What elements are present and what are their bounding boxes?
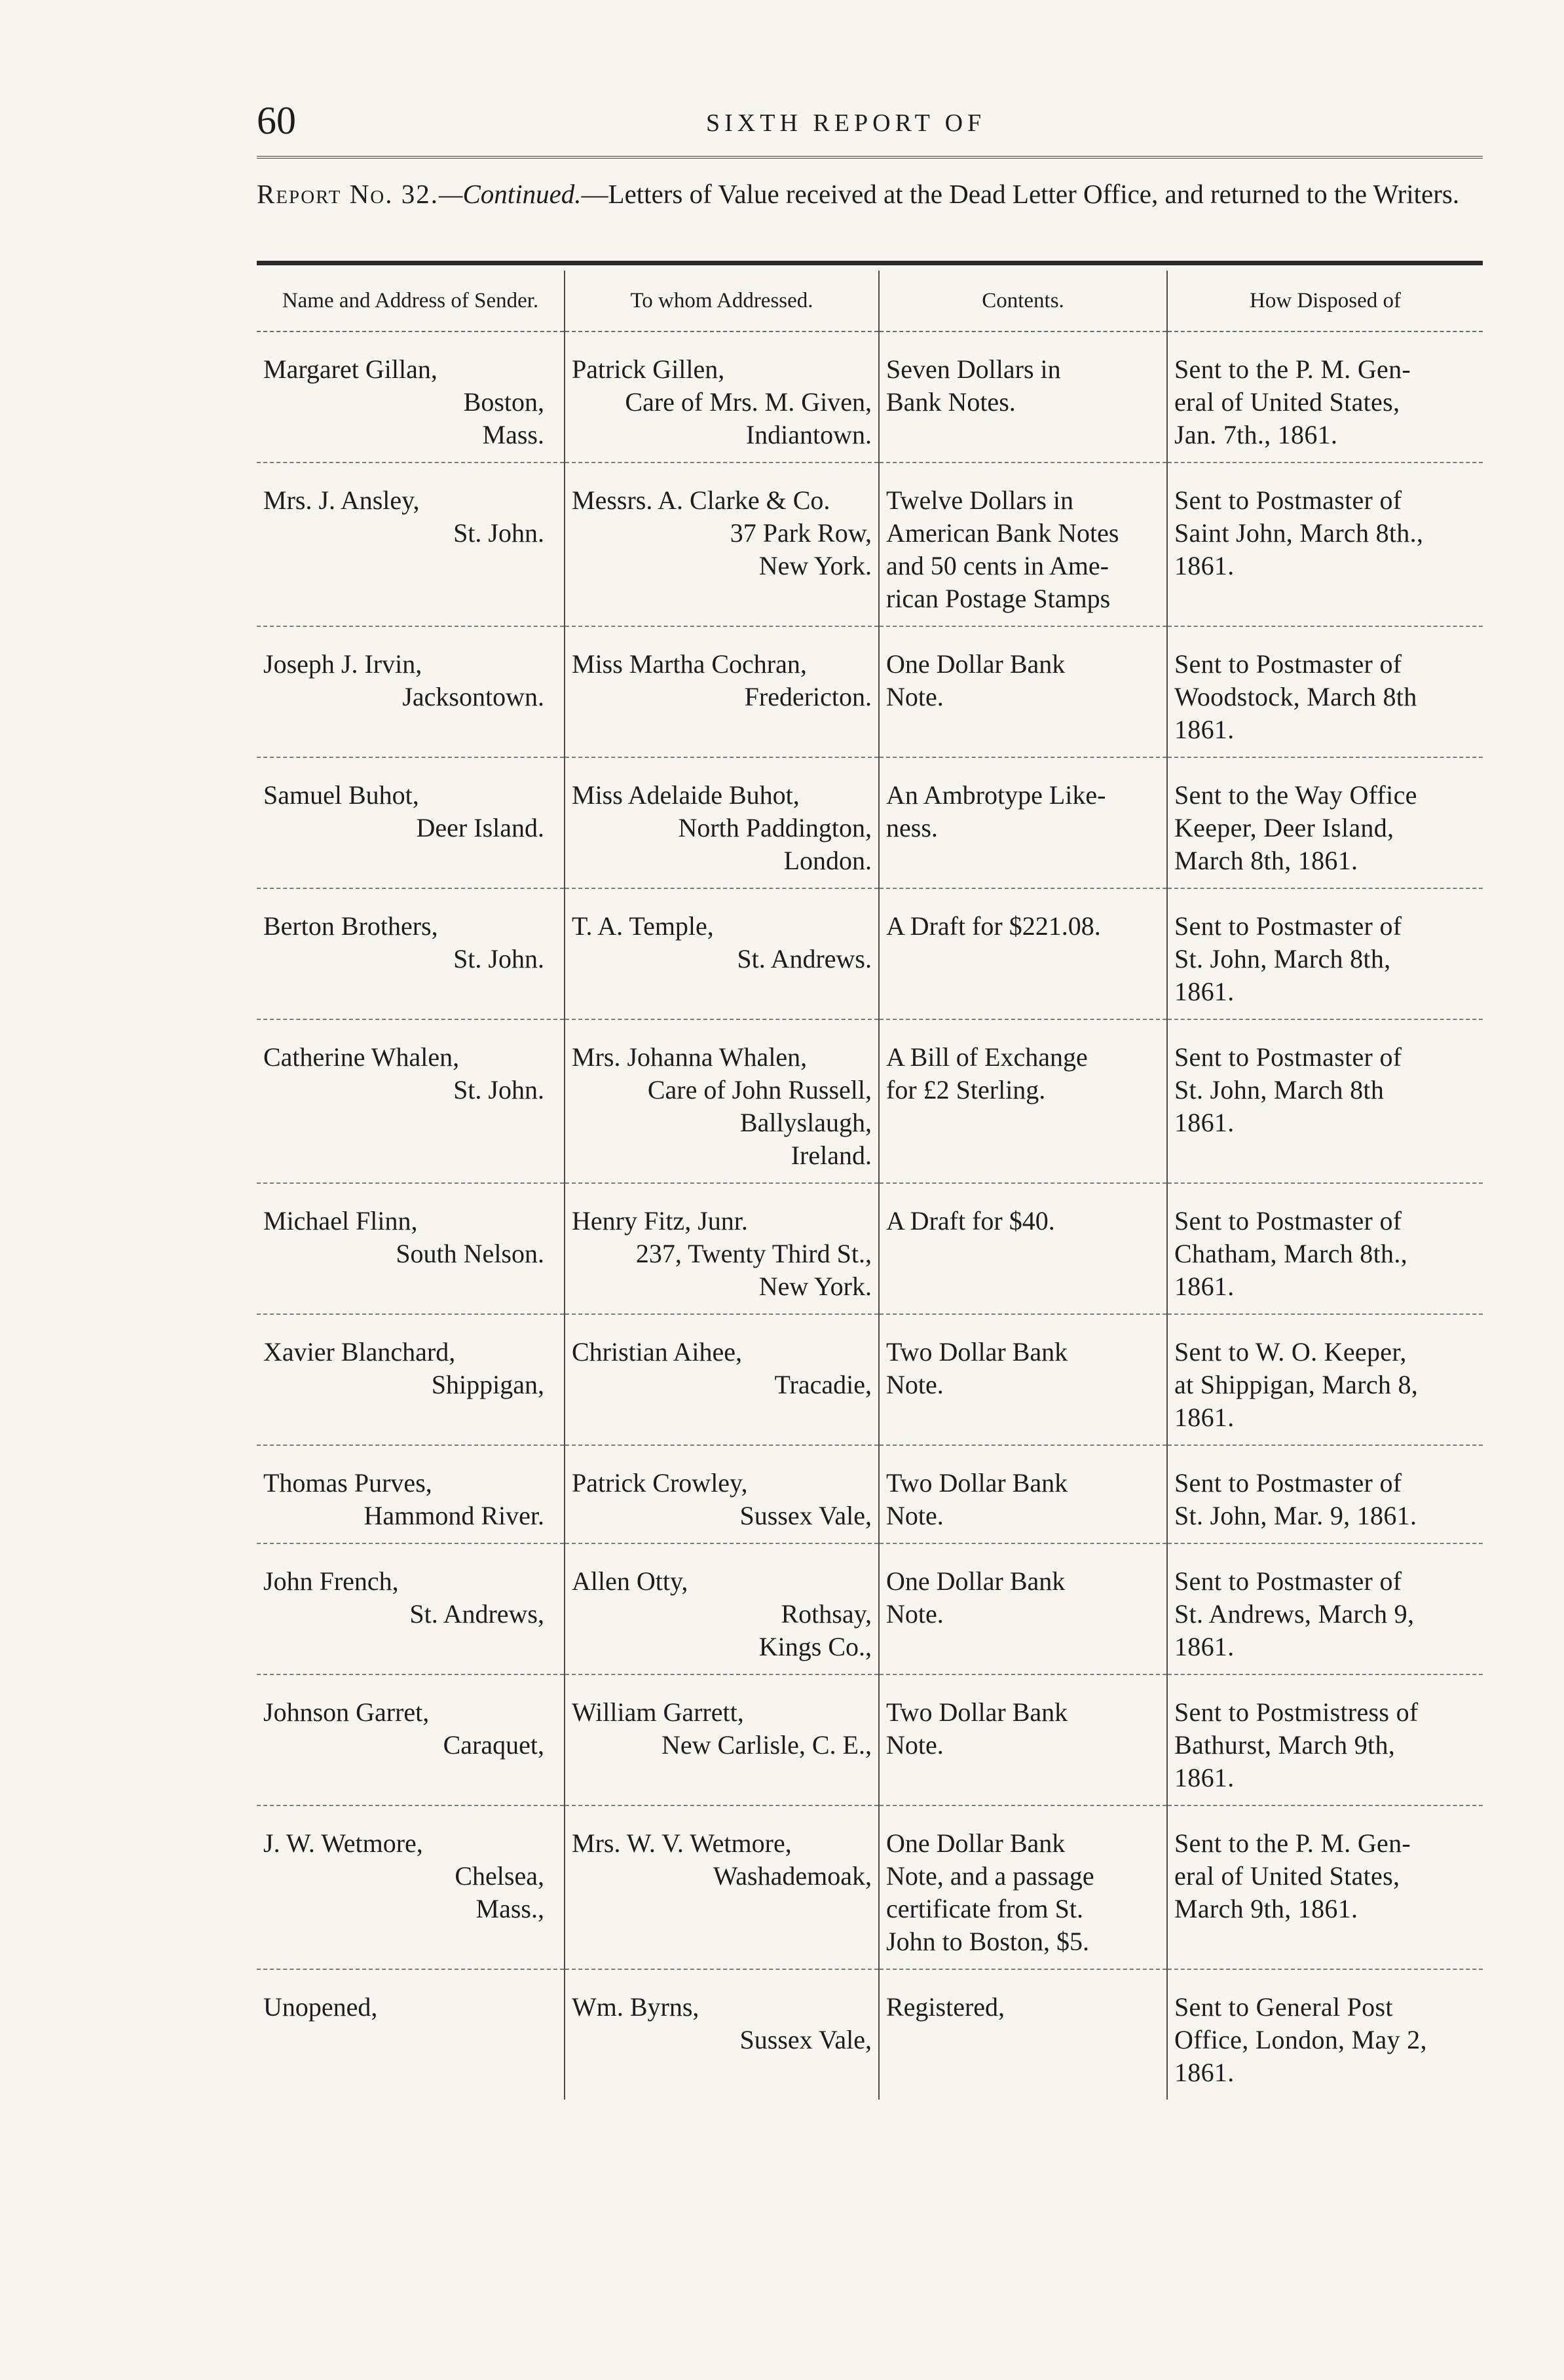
contents-line: John to Boston, $5. [886, 1927, 1090, 1956]
addressed-line: Miss Adelaide Buhot, [572, 780, 800, 810]
sender-cell [257, 463, 565, 626]
addressed-line: Patrick Crowley, [572, 1468, 748, 1498]
sender-line: Hammond River. [363, 1501, 544, 1530]
addressed-cell [565, 1674, 879, 1805]
disposed-cell [1167, 1019, 1483, 1183]
disposed-line: Sent to Postmaster of [1174, 1566, 1402, 1596]
contents-cell [879, 1183, 1167, 1314]
addressed-line: Messrs. A. Clarke & Co. [572, 485, 830, 515]
sender-cell [257, 1445, 565, 1543]
contents-line: Note. [886, 1730, 944, 1760]
addressed-line: Ireland. [791, 1141, 872, 1170]
sender-cell [257, 1674, 565, 1805]
table-row [257, 757, 1483, 888]
sender-cell [257, 1019, 565, 1183]
disposed-line: Sent to the Way Office [1174, 780, 1417, 810]
contents-line: for £2 Sterling. [886, 1075, 1046, 1105]
disposed-line: Chatham, March 8th., [1174, 1239, 1407, 1268]
disposed-line: Sent to Postmaster of [1174, 911, 1402, 941]
addressed-line: Wm. Byrns, [572, 1992, 699, 2022]
disposed-line: Keeper, Deer Island, [1174, 813, 1394, 842]
addressed-line: Ballyslaugh, [739, 1108, 872, 1137]
addressed-line: Fredericton. [744, 682, 872, 711]
addressed-line: Christian Aihee, [572, 1337, 742, 1367]
contents-line: ness. [886, 813, 938, 842]
contents-line: One Dollar Bank [886, 1828, 1066, 1858]
addressed-line: New York. [758, 551, 872, 580]
contents-line: Note. [886, 1599, 944, 1629]
addressed-line: Mrs. W. V. Wetmore, [572, 1828, 792, 1858]
addressed-line: Mrs. Johanna Whalen, [572, 1042, 808, 1072]
disposed-cell [1167, 1314, 1483, 1445]
header-addressed: To whom Addressed. [565, 271, 879, 331]
disposed-line: March 9th, 1861. [1174, 1894, 1358, 1923]
table-row [257, 1314, 1483, 1445]
addressed-line: London. [783, 846, 872, 875]
contents-line: Note. [886, 1370, 944, 1399]
contents-line: Registered, [886, 1992, 1005, 2022]
disposed-line: eral of United States, [1174, 387, 1400, 417]
disposed-line: Office, London, May 2, [1174, 2025, 1427, 2054]
sender-cell [257, 626, 565, 757]
sender-line: John French, [263, 1566, 399, 1596]
disposed-cell [1167, 888, 1483, 1019]
disposed-cell [1167, 331, 1483, 463]
contents-line: Two Dollar Bank [886, 1337, 1068, 1367]
header-row [257, 271, 1483, 331]
addressed-line: Care of Mrs. M. Given, [625, 387, 872, 417]
contents-line: rican Postage Stamps [886, 584, 1111, 613]
addressed-cell [565, 757, 879, 888]
sender-cell [257, 757, 565, 888]
sender-line: Samuel Buhot, [263, 780, 419, 810]
sender-cell [257, 331, 565, 463]
disposed-cell [1167, 1674, 1483, 1805]
disposed-cell [1167, 1805, 1483, 1969]
disposed-line: at Shippigan, March 8, [1174, 1370, 1419, 1399]
table-row [257, 1445, 1483, 1543]
sender-line: J. W. Wetmore, [263, 1828, 423, 1858]
disposed-line: 1861. [1174, 1108, 1235, 1137]
continued-label: —Continued. [439, 179, 582, 209]
disposed-line: Sent to Postmaster of [1174, 1042, 1402, 1072]
table-row [257, 1543, 1483, 1674]
disposed-cell [1167, 1183, 1483, 1314]
page-number: 60 [257, 99, 296, 142]
addressed-cell [565, 1019, 879, 1183]
disposed-line: 1861. [1174, 1763, 1235, 1792]
sender-line: Mrs. J. Ansley, [263, 485, 420, 515]
sender-line: Shippigan, [431, 1370, 544, 1399]
addressed-line: Tracadie, [774, 1370, 872, 1399]
contents-cell [879, 1805, 1167, 1969]
disposed-line: 1861. [1174, 551, 1235, 580]
contents-line: Two Dollar Bank [886, 1697, 1068, 1727]
contents-line: A Draft for $40. [886, 1206, 1055, 1236]
table-row [257, 888, 1483, 1019]
contents-line: Two Dollar Bank [886, 1468, 1068, 1498]
disposed-cell [1167, 1969, 1483, 2100]
report-number: Report No. 32. [257, 179, 439, 209]
sender-cell [257, 1314, 565, 1445]
sender-line: Berton Brothers, [263, 911, 438, 941]
contents-line: An Ambrotype Like- [886, 780, 1106, 810]
disposed-line: St. John, Mar. 9, 1861. [1174, 1501, 1417, 1530]
sender-line: St. Andrews, [409, 1599, 544, 1629]
addressed-line: 237, Twenty Third St., [635, 1239, 872, 1268]
sender-line: St. John. [453, 1075, 544, 1105]
addressed-line: Washademoak, [713, 1861, 872, 1891]
disposed-cell [1167, 1445, 1483, 1543]
disposed-line: March 8th, 1861. [1174, 846, 1358, 875]
table-body [257, 331, 1483, 2100]
sender-line: Chelsea, [455, 1861, 544, 1891]
sender-cell [257, 1183, 565, 1314]
addressed-line: Miss Martha Cochran, [572, 649, 807, 679]
disposed-line: 1861. [1174, 2058, 1235, 2087]
sender-cell [257, 1969, 565, 2100]
sender-line: St. John. [453, 944, 544, 973]
addressed-line: Indiantown. [745, 420, 872, 449]
addressed-cell [565, 1445, 879, 1543]
contents-cell [879, 331, 1167, 463]
sender-line: Xavier Blanchard, [263, 1337, 456, 1367]
table-row [257, 626, 1483, 757]
addressed-cell [565, 1543, 879, 1674]
addressed-cell [565, 888, 879, 1019]
sender-cell [257, 1805, 565, 1969]
header-disposed: How Disposed of [1167, 271, 1483, 331]
addressed-line: Rothsay, [781, 1599, 872, 1629]
addressed-cell [565, 463, 879, 626]
addressed-line: T. A. Temple, [572, 911, 714, 941]
disposed-line: 1861. [1174, 977, 1235, 1006]
contents-line: A Bill of Exchange [886, 1042, 1088, 1072]
contents-cell [879, 1543, 1167, 1674]
addressed-line: Sussex Vale, [739, 2025, 872, 2054]
disposed-line: Sent to the P. M. Gen- [1174, 354, 1411, 384]
table-row [257, 1805, 1483, 1969]
disposed-line: Jan. 7th., 1861. [1174, 420, 1338, 449]
disposed-line: Sent to Postmistress of [1174, 1697, 1419, 1727]
addressed-line: North Paddington, [678, 813, 872, 842]
contents-line: Note. [886, 682, 944, 711]
contents-line: Note, and a passage [886, 1861, 1094, 1891]
contents-line: and 50 cents in Ame- [886, 551, 1109, 580]
sender-line: Catherine Whalen, [263, 1042, 460, 1072]
caption-text: —Letters of Value received at the Dead Letter Office, and returned to the Writers. [581, 179, 1460, 209]
disposed-line: 1861. [1174, 715, 1235, 744]
running-head [257, 98, 1483, 151]
disposed-line: eral of United States, [1174, 1861, 1400, 1891]
addressed-line: Henry Fitz, Junr. [572, 1206, 748, 1236]
letters-table [257, 271, 1483, 2100]
table-row [257, 1969, 1483, 2100]
disposed-line: 1861. [1174, 1632, 1235, 1661]
addressed-cell [565, 1969, 879, 2100]
disposed-line: 1861. [1174, 1403, 1235, 1432]
table-row [257, 1183, 1483, 1314]
sender-line: Caraquet, [443, 1730, 544, 1760]
disposed-line: St. John, March 8th, [1174, 944, 1391, 973]
addressed-cell [565, 1314, 879, 1445]
table-row [257, 1019, 1483, 1183]
addressed-cell [565, 1805, 879, 1969]
sender-line: Boston, [463, 387, 544, 417]
disposed-line: Sent to Postmaster of [1174, 1468, 1402, 1498]
contents-line: Seven Dollars in [886, 354, 1061, 384]
disposed-line: St. John, March 8th [1174, 1075, 1385, 1105]
contents-line: Bank Notes. [886, 387, 1016, 417]
sender-line: Jacksontown. [402, 682, 544, 711]
sender-cell [257, 888, 565, 1019]
contents-cell [879, 1019, 1167, 1183]
addressed-line: New Carlisle, C. E., [661, 1730, 872, 1760]
disposed-line: Sent to Postmaster of [1174, 649, 1402, 679]
addressed-line: St. Andrews. [737, 944, 872, 973]
contents-cell [879, 626, 1167, 757]
addressed-cell [565, 1183, 879, 1314]
disposed-line: Woodstock, March 8th [1174, 682, 1417, 711]
addressed-line: Sussex Vale, [739, 1501, 872, 1530]
addressed-line: Kings Co., [758, 1632, 872, 1661]
disposed-cell [1167, 757, 1483, 888]
contents-cell [879, 463, 1167, 626]
addressed-cell [565, 626, 879, 757]
sender-cell [257, 1543, 565, 1674]
contents-cell [879, 1445, 1167, 1543]
disposed-cell [1167, 1543, 1483, 1674]
disposed-line: Sent to Postmaster of [1174, 1206, 1402, 1236]
addressed-line: Allen Otty, [572, 1566, 688, 1596]
sender-line: Michael Flinn, [263, 1206, 418, 1236]
sender-line: St. John. [453, 518, 544, 548]
disposed-line: Bathurst, March 9th, [1174, 1730, 1396, 1760]
disposed-line: Sent to Postmaster of [1174, 485, 1402, 515]
table-row [257, 1674, 1483, 1805]
sender-line: Thomas Purves, [263, 1468, 432, 1498]
contents-cell [879, 1674, 1167, 1805]
disposed-line: St. Andrews, March 9, [1174, 1599, 1415, 1629]
letters-table-container [257, 261, 1483, 2100]
contents-cell [879, 1969, 1167, 2100]
running-title: SIXTH REPORT OF [706, 109, 986, 137]
disposed-line: Sent to General Post [1174, 1992, 1393, 2022]
disposed-line: Sent to W. O. Keeper, [1174, 1337, 1407, 1367]
disposed-cell [1167, 626, 1483, 757]
contents-cell [879, 888, 1167, 1019]
contents-line: A Draft for $221.08. [886, 911, 1101, 941]
contents-line: American Bank Notes [886, 518, 1119, 548]
sender-line: Mass. [482, 420, 544, 449]
sender-line: Margaret Gillan, [263, 354, 438, 384]
header-sender: Name and Address of Sender. [257, 271, 565, 331]
addressed-line: Patrick Gillen, [572, 354, 725, 384]
sender-line: Johnson Garret, [263, 1697, 430, 1727]
disposed-cell [1167, 463, 1483, 626]
table-row [257, 331, 1483, 463]
header-contents: Contents. [879, 271, 1167, 331]
table-top-rule [257, 261, 1483, 265]
table-caption [257, 176, 1483, 212]
sender-line: Mass., [475, 1894, 544, 1923]
sender-line: Unopened, [263, 1992, 378, 2022]
sender-line: Joseph J. Irvin, [263, 649, 422, 679]
addressed-line: New York. [758, 1272, 872, 1301]
contents-line: Twelve Dollars in [886, 485, 1074, 515]
disposed-line: Sent to the P. M. Gen- [1174, 1828, 1411, 1858]
disposed-line: Saint John, March 8th., [1174, 518, 1424, 548]
header-rule [257, 156, 1483, 159]
sender-line: Deer Island. [416, 813, 544, 842]
addressed-line: 37 Park Row, [730, 518, 872, 548]
sender-line: South Nelson. [396, 1239, 544, 1268]
contents-line: One Dollar Bank [886, 1566, 1066, 1596]
addressed-line: Care of John Russell, [647, 1075, 872, 1105]
contents-cell [879, 757, 1167, 888]
disposed-line: 1861. [1174, 1272, 1235, 1301]
contents-cell [879, 1314, 1167, 1445]
contents-line: Note. [886, 1501, 944, 1530]
addressed-line: William Garrett, [572, 1697, 744, 1727]
table-row [257, 463, 1483, 626]
contents-line: One Dollar Bank [886, 649, 1066, 679]
addressed-cell [565, 331, 879, 463]
contents-line: certificate from St. [886, 1894, 1083, 1923]
